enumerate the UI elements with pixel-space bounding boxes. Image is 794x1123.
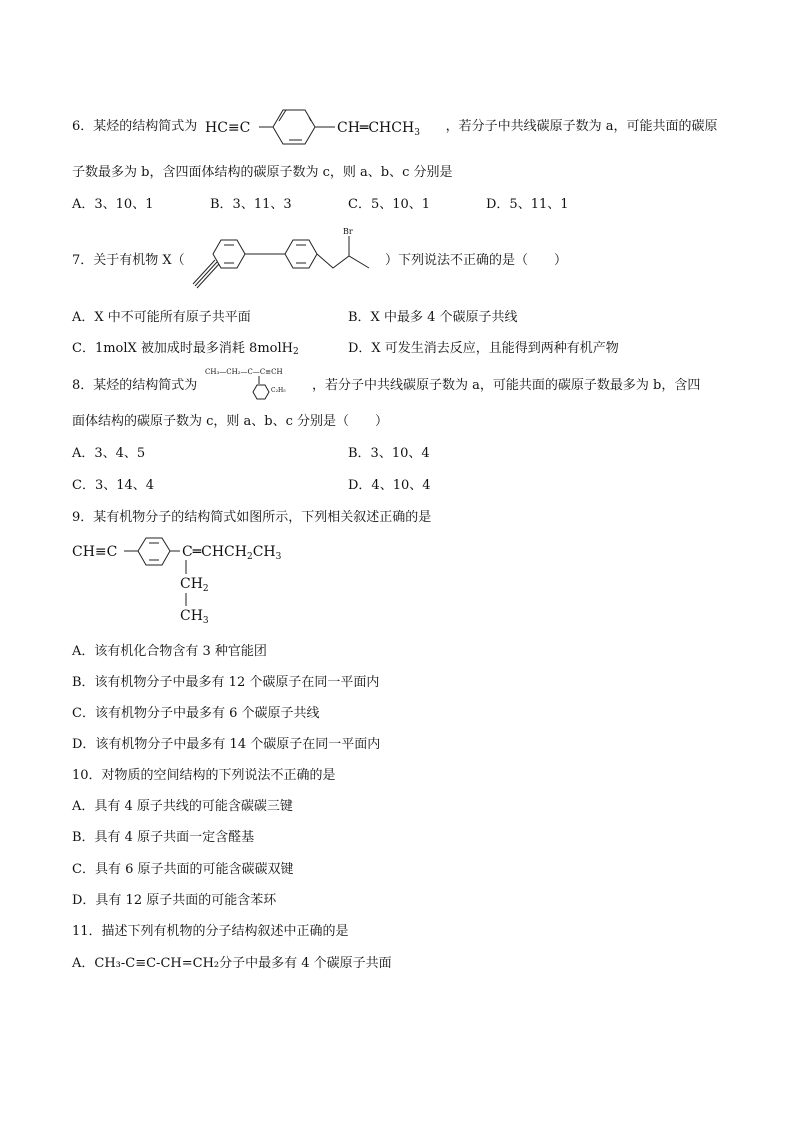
q9-title: 9．某有机物分子的结构简式如图所示，下列相关叙述正确的是 — [72, 510, 432, 525]
q6-option-c: C．5、10、1 — [348, 197, 431, 212]
q9-mol-ch2-sub: 2 — [202, 584, 209, 594]
q6-structure — [205, 107, 445, 147]
q8-line2: 面体结构的碳原子数为 c，则 a、b、c 分别是（ ） — [72, 414, 389, 429]
q9-mol-ch3: CH — [180, 608, 203, 624]
q9-mol-right-sub2: 3 — [275, 552, 282, 562]
q6-mol-right-sub: 3 — [414, 128, 420, 138]
svg-text:C═CHCH2CH3 — [182, 544, 282, 562]
q8-structure — [205, 366, 315, 402]
q9-option-b: B．该有机物分子中最多有 12 个碳原子在同一平面内 — [72, 675, 380, 690]
q7-option-d: D．X 可发生消去反应，且能得到两种有机产物 — [348, 341, 619, 356]
q9-option-d: D．该有机物分子中最多有 14 个碳原子在同一平面内 — [72, 737, 381, 752]
q8-option-b: B．3、10、4 — [348, 446, 430, 461]
q8-option-a: A．3、4、5 — [72, 446, 146, 461]
q10-option-a: A．具有 4 原子共线的可能含碳碳三键 — [72, 799, 293, 814]
q10-option-d: D．具有 12 原子共面的可能含苯环 — [72, 893, 277, 908]
q8-prefix: 8．某烃的结构简式为 — [72, 378, 198, 393]
q9-option-c: C．该有机物分子中最多有 6 个碳原子共线 — [72, 706, 320, 721]
q9-mol-ch2: CH — [180, 576, 203, 592]
q6-prefix: 6．某烃的结构简式为 — [72, 119, 198, 134]
q6-suffix: ，若分子中共线碳原子数为 a，可能共面的碳原 — [445, 119, 718, 134]
q6-option-d: D．5、11、1 — [486, 197, 569, 212]
svg-text:CH2 — [180, 576, 209, 594]
q9-mol-right: C═CHCH — [182, 544, 247, 560]
q10-option-b: B．具有 4 原子共面一定含醛基 — [72, 830, 255, 845]
svg-text:CH3 — [180, 608, 209, 626]
q6-mol-right: CH═CHCH — [337, 120, 415, 136]
q10-option-c: C．具有 6 原子共面的可能含碳碳双键 — [72, 862, 294, 877]
q7-br-label: Br — [343, 227, 353, 236]
q8-suffix: ，若分子中共线碳原子数为 a，可能共面的碳原子数最多为 b，含四 — [312, 378, 701, 393]
q6-option-b: B．3、11、3 — [210, 197, 292, 212]
q6-line2: 子数最多为 b，含四面体结构的碳原子数为 c，则 a、b、c 分别是 — [72, 165, 453, 180]
q8-option-d: D．4、10、4 — [348, 478, 431, 493]
q7-option-a: A．X 中不可能所有原子共平面 — [72, 310, 251, 325]
q7-structure — [185, 222, 395, 294]
q6-option-a: A．3、10、1 — [72, 197, 154, 212]
q7-option-c: C．1molX 被加成时最多消耗 8molH$_2$ — [72, 341, 299, 357]
svg-text:CH═CHCH3 — [337, 120, 420, 138]
q9-option-a: A．该有机化合物含有 3 种官能团 — [72, 644, 267, 659]
q9-structure — [72, 538, 312, 624]
q9-mol-ch3-sub: 3 — [202, 616, 209, 626]
q9-mol-left: CH≡C — [72, 544, 118, 560]
q7-prefix: 7．关于有机物 X（ — [72, 253, 185, 268]
q7-suffix: ）下列说法不正确的是（ ） — [385, 253, 568, 268]
q8-mol-top: CH₃—CH₂—C—C≡CH — [205, 368, 283, 376]
q8-mol-sub: C₂H₅ — [271, 387, 286, 394]
q8-option-c: C．3、14、4 — [72, 478, 155, 493]
q9-mol-right-sub1: 2 — [246, 552, 253, 562]
q11-title: 11．描述下列有机物的分子结构叙述中正确的是 — [72, 924, 349, 939]
q6-mol-left: HC≡C — [205, 120, 251, 136]
q7-option-b: B．X 中最多 4 个碳原子共线 — [348, 310, 518, 325]
q11-option-a: A．CH₃-C≡C-CH=CH₂分子中最多有 4 个碳原子共面 — [72, 956, 392, 971]
q10-title: 10．对物质的空间结构的下列说法不正确的是 — [72, 768, 336, 783]
q9-mol-right-end: CH — [252, 544, 276, 560]
q7-option-c-sub: 2 — [292, 347, 299, 357]
